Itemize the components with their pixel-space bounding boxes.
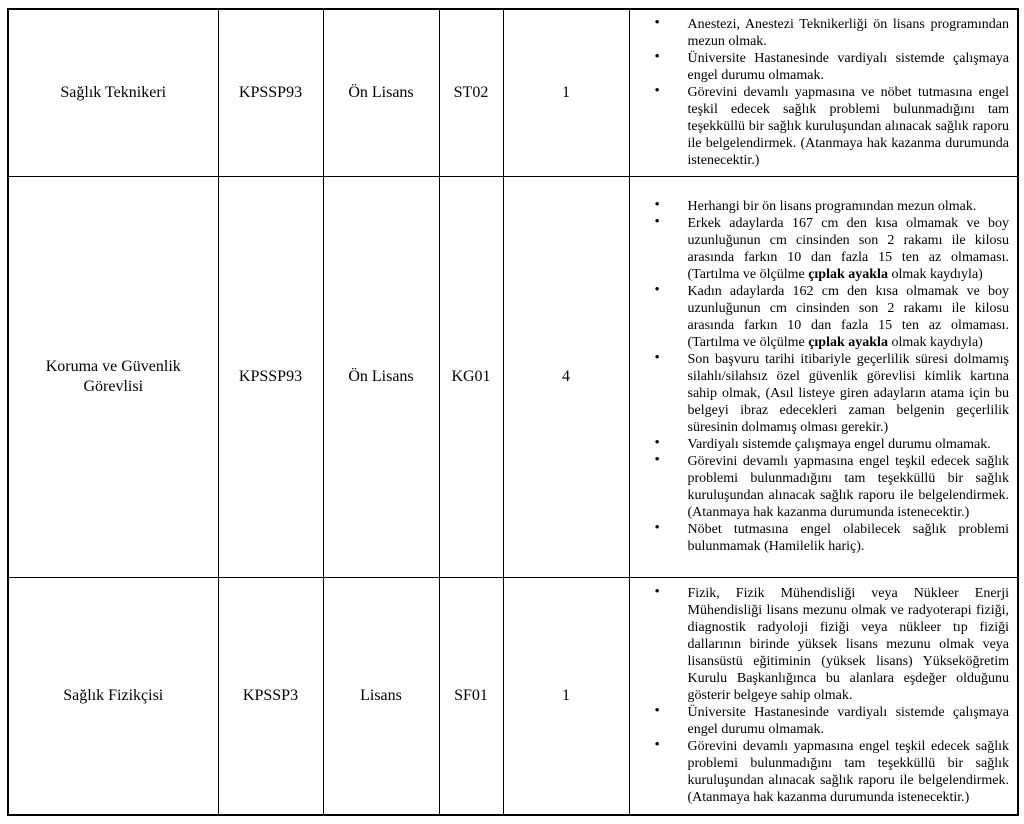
requirement-text: Üniversite Hastanesinde vardiyalı sistemde çalışmaya engel durumu olmamak. bbox=[687, 51, 1009, 84]
requirement-text: Görevini devamlı yapmasına engel teşkil edecek sağlık problemi bulunmadığını tam teşekküllü bir sağlık kuruluşundan alınacak sağlık raporu ile belgelendirmek. (Atanmaya hak kazanma durumunda istenecektir.) bbox=[687, 739, 1009, 806]
cell-kpss-score-type: KPSSP93 bbox=[218, 9, 323, 176]
cell-quota: 1 bbox=[503, 9, 629, 176]
requirement-text: Fizik, Fizik Mühendisliği veya Nükleer Enerji Mühendisliği lisans mezunu olmak ve radyoterapi fiziği, diagnostik radyoloji fiziği veya nükleer tıp fiziği dallarının birinde yüksek lisans mezunu olmak veya lisansüstü eğitiminin (yüksek lisans) Yükseköğretim Kurulu Başkanlığınca bu alanlara eşdeğer olduğunu gösterir belgeye sahip olmak. bbox=[687, 586, 1009, 704]
cell-education-level: Ön Lisans bbox=[323, 9, 439, 176]
requirement-text: Görevini devamlı yapmasına engel teşkil edecek sağlık problemi bulunmadığını tam teşekküllü bir sağlık kuruluşundan alınacak sağlık raporu ile belgelendirmek. (Atanmaya hak kazanma durumunda istenecektir.) bbox=[687, 454, 1009, 520]
bullet-icon: • bbox=[654, 520, 660, 536]
table-row bbox=[8, 176, 1018, 577]
bullet-icon: • bbox=[654, 435, 660, 451]
bullet-icon: • bbox=[654, 350, 660, 366]
bullet-icon: • bbox=[654, 214, 660, 230]
requirement-item bbox=[630, 84, 1010, 169]
bullet-icon: • bbox=[654, 703, 660, 720]
requirement-item bbox=[630, 453, 1010, 521]
bullet-icon: • bbox=[654, 282, 660, 298]
cell-position-code: SF01 bbox=[439, 577, 503, 815]
cell-position-code: KG01 bbox=[439, 176, 503, 577]
requirement-item bbox=[630, 738, 1010, 806]
requirement-item bbox=[630, 16, 1010, 50]
cell-position-code: ST02 bbox=[439, 9, 503, 176]
cell-requirements bbox=[629, 176, 1018, 577]
requirement-text: Kadın adaylarda 162 cm den kısa olmamak ve boy uzunluğunun cm cinsinden son 2 rakamı ile kilosu arasında farkın 10 dan fazla 15 ten az olmaması. (Tartılma ve ölçülme çıplak ayakla olmak kaydıyla) bbox=[687, 284, 1009, 350]
bullet-icon: • bbox=[654, 584, 660, 601]
cell-quota: 1 bbox=[503, 577, 629, 815]
requirement-text: Herhangi bir ön lisans programından mezun olmak. bbox=[687, 199, 977, 214]
cell-kpss-score-type: KPSSP3 bbox=[218, 577, 323, 815]
bullet-icon: • bbox=[654, 49, 660, 66]
bullet-icon: • bbox=[654, 197, 660, 213]
requirement-text: Erkek adaylarda 167 cm den kısa olmamak ve boy uzunluğunun cm cinsinden son 2 rakamı ile kilosu arasında farkın 10 dan fazla 15 ten az olmaması. (Tartılma ve ölçülme çıplak ayakla olmak kaydıyla) bbox=[687, 216, 1009, 282]
cell-kpss-score-type: KPSSP93 bbox=[218, 176, 323, 577]
requirement-text: Görevini devamlı yapmasına ve nöbet tutmasına engel teşkil edecek sağlık problemi bulunmadığını tam teşekküllü bir sağlık kuruluşundan alınacak sağlık raporu ile belgelendirmek. (Atanmaya hak kazanma durumunda istenecektir.) bbox=[687, 85, 1009, 169]
requirement-text: Anestezi, Anestezi Teknikerliği ön lisans programından mezun olmak. bbox=[687, 17, 1009, 50]
requirement-text: Üniversite Hastanesinde vardiyalı sistemde çalışmaya engel durumu olmamak. bbox=[687, 705, 1009, 738]
bullet-icon: • bbox=[654, 15, 660, 32]
document-page bbox=[7, 8, 1017, 816]
job-positions-table bbox=[7, 8, 1019, 816]
requirement-item bbox=[630, 704, 1010, 738]
cell-position-title: Sağlık Teknikeri bbox=[8, 9, 218, 176]
table-row bbox=[8, 9, 1018, 176]
cell-requirements bbox=[629, 9, 1018, 176]
requirement-text: Vardiyalı sistemde çalışmaya engel durumu olmamak. bbox=[687, 437, 991, 452]
job-table-body bbox=[8, 9, 1018, 815]
cell-education-level: Ön Lisans bbox=[323, 176, 439, 577]
cell-requirements bbox=[629, 577, 1018, 815]
bullet-icon: • bbox=[654, 737, 660, 754]
requirement-item bbox=[630, 521, 1010, 555]
requirement-item bbox=[630, 436, 1010, 453]
cell-position-title: Sağlık Fizikçisi bbox=[8, 577, 218, 815]
cell-education-level: Lisans bbox=[323, 577, 439, 815]
table-row bbox=[8, 577, 1018, 815]
requirement-text: Nöbet tutmasına engel olabilecek sağlık problemi bulunmamak (Hamilelik hariç). bbox=[687, 522, 1009, 554]
requirement-item bbox=[630, 283, 1010, 351]
requirement-item bbox=[630, 50, 1010, 84]
cell-position-title: Koruma ve Güvenlik Görevlisi bbox=[8, 176, 218, 577]
bullet-icon: • bbox=[654, 452, 660, 468]
requirement-item bbox=[630, 585, 1010, 704]
cell-quota: 4 bbox=[503, 176, 629, 577]
requirement-item bbox=[630, 198, 1010, 215]
bullet-icon: • bbox=[654, 83, 660, 100]
requirement-item bbox=[630, 215, 1010, 283]
requirement-item bbox=[630, 351, 1010, 436]
requirement-text: Son başvuru tarihi itibariyle geçerlilik süresi dolmamış silahlı/silahsız özel güvenlik görevlisi kimlik kartına sahip olmak, (Asıl listeye giren adayların atama için bu belgeyi ibraz edecekleri zaman belgenin geçerlilik süresinin dolmamış olması gerekir.) bbox=[687, 352, 1009, 435]
